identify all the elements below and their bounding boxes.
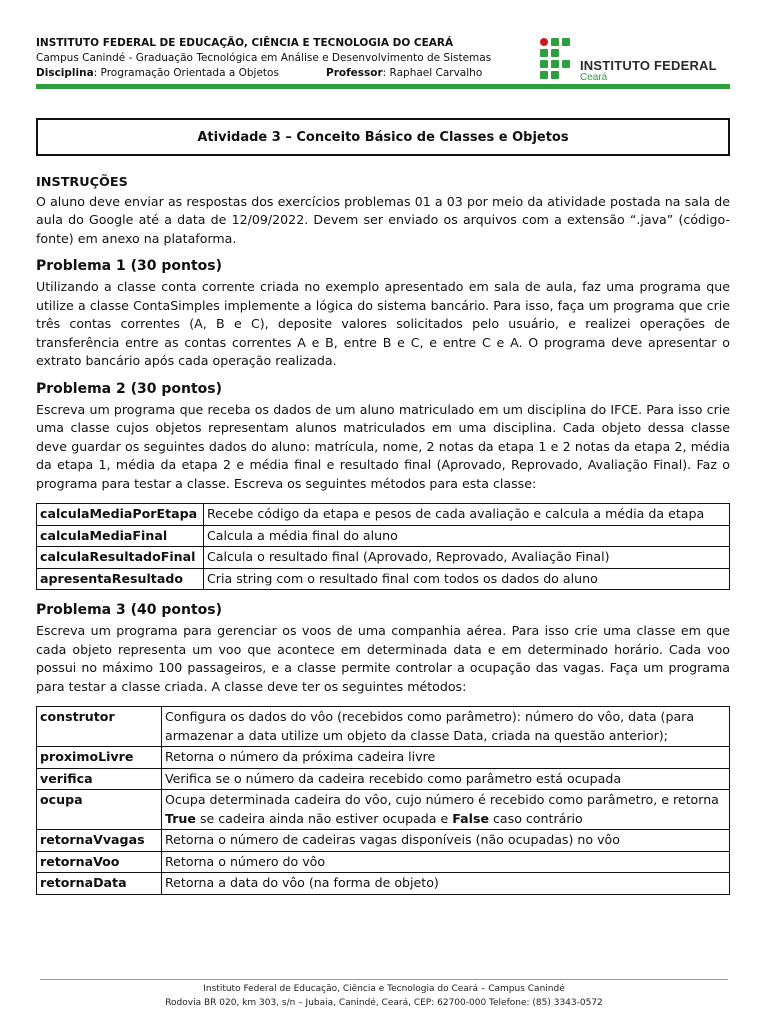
method-desc (162, 790, 730, 830)
problem3-text: Escreva um programa para gerenciar os voos de uma companhia aérea. Para isso crie uma classe em que cada objeto representa um voo que acontece em determinada data e em determinado horário. Cada voo possui no máximo 100 passageiros, e a classe permite controlar a ocupação das vagas. Faça um programa para testar a classe criada. A classe deve ter os seguintes métodos: (36, 623, 730, 694)
method-desc: Retorna o número da próxima cadeira livre (162, 747, 730, 769)
method-desc: Cria string com o resultado final com todos os dados do aluno (204, 568, 730, 590)
document-content (36, 174, 730, 895)
problem1-heading: Problema 1 (30 pontos) (36, 258, 223, 274)
method-name: calculaResultadoFinal (37, 547, 204, 569)
table-row (37, 873, 730, 895)
method-desc: Calcula o resultado final (Aprovado, Reprovado, Avaliação Final) (204, 547, 730, 569)
footer-line-2: Rodovia BR 020, km 303, s/n – Jubaia, Canindé, Ceará, CEP: 62700-000 Telefone: (85) 3343-0572 (165, 998, 603, 1008)
logo-grid-icon (540, 38, 574, 80)
method-name: construtor (37, 707, 162, 747)
professor-value: : Raphael Carvalho (382, 67, 483, 79)
professor-label: Professor (326, 67, 383, 79)
logo-name: INSTITUTO FEDERAL (580, 58, 717, 73)
method-name: proximoLivre (37, 747, 162, 769)
table-row (37, 830, 730, 852)
method-name: ocupa (37, 790, 162, 830)
false-keyword: False (452, 810, 489, 826)
desc-part: se cadeira ainda não estiver ocupada e (195, 810, 453, 826)
table-row (37, 790, 730, 830)
table-row (37, 547, 730, 569)
method-name: retornaVoo (37, 851, 162, 873)
header-text (36, 36, 516, 81)
desc-part: Ocupa determinada cadeira do vôo, cujo número é recebido como parâmetro, e retorna (165, 792, 719, 807)
table-row (37, 525, 730, 547)
institute-logo (540, 38, 730, 83)
footer-divider (40, 979, 728, 980)
header-divider (36, 84, 730, 89)
problem3-methods-table (36, 706, 730, 895)
footer-line-1: Instituto Federal de Educação, Ciência e Tecnologia do Ceará – Campus Canindé (203, 984, 565, 994)
logo-subtitle: Ceará (580, 72, 608, 83)
method-name: retornaVvagas (37, 830, 162, 852)
method-desc: Retorna o número do vôo (162, 851, 730, 873)
problem1-text: Utilizando a classe conta corrente criada no exemplo apresentado em sala de aula, faz uma programa que utilize a classe ContaSimples implemente a lógica do sistema bancário. Para isso, faça um programa que crie três contas correntes (A, B e C), deposite valores solicitados pelo usuário, e realizei operações de transferência entre as contas correntes A e B, entre B e C, e entre C e A. O programa deve apresentar o extrato bancário após cada operação realizada. (36, 279, 730, 368)
method-name: retornaData (37, 873, 162, 895)
method-name: verifica (37, 768, 162, 790)
document-footer (0, 982, 768, 1010)
method-name: calculaMediaPorEtapa (37, 504, 204, 526)
method-desc: Retorna o número de cadeiras vagas disponíveis (não ocupadas) no vôo (162, 830, 730, 852)
method-desc: Retorna a data do vôo (na forma de objeto) (162, 873, 730, 895)
table-row (37, 851, 730, 873)
table-row (37, 707, 730, 747)
table-row (37, 504, 730, 526)
instructions-text: O aluno deve enviar as respostas dos exercícios problemas 01 a 03 por meio da atividade postada na sala de aula do Google até a data de 12/09/2022. Devem ser enviado os arquivos com a extensão “.java” (código-fonte) em anexo na plataforma. (36, 193, 730, 246)
instructions-heading: INSTRUÇÕES (36, 175, 128, 190)
professor-info (326, 66, 482, 81)
table-row (37, 768, 730, 790)
method-desc: Verifica se o número da cadeira recebido como parâmetro está ocupada (162, 768, 730, 790)
method-name: calculaMediaFinal (37, 525, 204, 547)
method-name: apresentaResultado (37, 568, 204, 590)
method-desc: Calcula a média final do aluno (204, 525, 730, 547)
problem2-methods-table (36, 503, 730, 590)
problem2-heading: Problema 2 (30 pontos) (36, 380, 223, 397)
true-keyword: True (165, 810, 196, 826)
problem2-text: Escreva um programa que receba os dados de um aluno matriculado em um disciplina do IFCE. Para isso crie uma classe cujos objetos representam alunos matriculados em uma disciplina. Cada objeto dessa classe deve guardar os seguintes dados do aluno: matrícula, nome, 2 notas da etapa 1 e 2 notas da etapa 2, média da etapa 1, média da etapa 2 e média final e resultado final (Aprovado, Reprovado, Avaliação Final). Faz o programa para testar a classe. Escreva os seguintes métodos para esta classe: (36, 401, 730, 491)
discipline-value: : Programação Orientada a Objetos (93, 67, 279, 79)
method-desc: Recebe código da etapa e pesos de cada avaliação e calcula a média da etapa (204, 504, 730, 526)
activity-title: Atividade 3 – Conceito Básico de Classes e Objetos (36, 118, 730, 156)
campus-line: Campus Canindé - Graduação Tecnológica em Análise e Desenvolvimento de Sistemas (36, 52, 492, 64)
document-header (36, 36, 730, 90)
discipline-label: Disciplina (36, 67, 94, 79)
table-row (37, 747, 730, 769)
desc-part: caso contrário (489, 810, 583, 826)
institution-name: INSTITUTO FEDERAL DE EDUCAÇÃO, CIÊNCIA E TECNOLOGIA DO CEARÁ (36, 37, 454, 49)
problem3-heading: Problema 3 (40 pontos) (36, 602, 223, 618)
discipline-line (36, 66, 516, 81)
method-desc: Configura os dados do vôo (recebidos como parâmetro): número do vôo, data (para armazenar a data utilize um objeto da classe Data, criada na questão anterior); (162, 707, 730, 747)
table-row (37, 568, 730, 590)
